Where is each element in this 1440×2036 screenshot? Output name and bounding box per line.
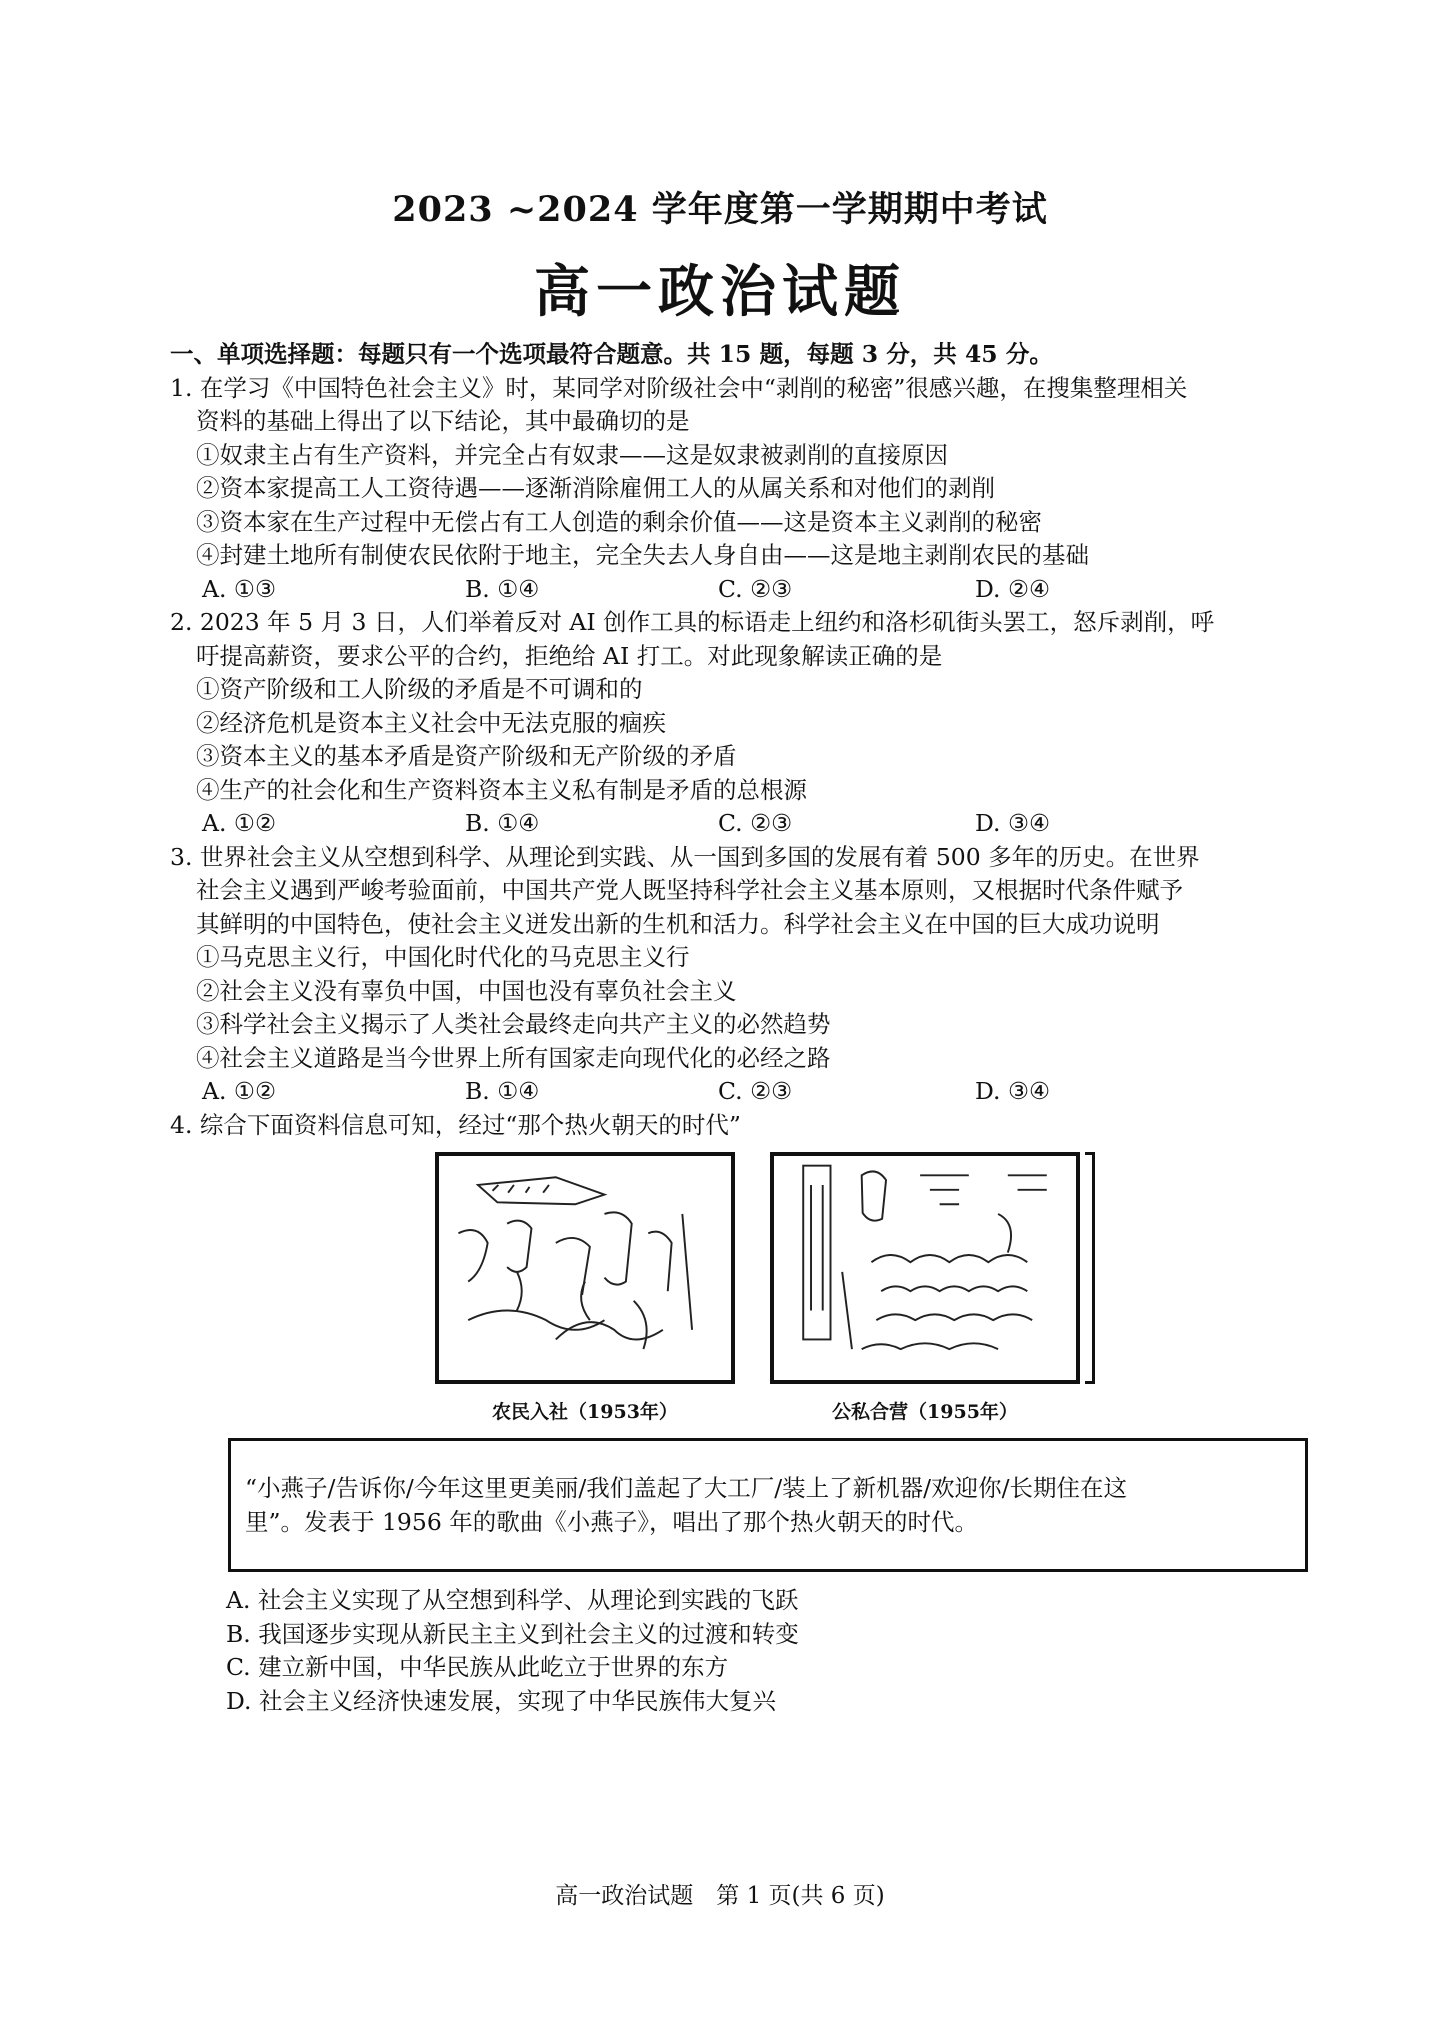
section-heading: 一、单项选择题：每题只有一个选项最符合题意。共 15 题，每题 3 分，共 45 分。 (170, 340, 1053, 368)
choice-a: A. ①② (202, 809, 277, 837)
choice-b: B. ①④ (465, 809, 540, 837)
statement: ③科学社会主义揭示了人类社会最终走向共产主义的必然趋势 (196, 1010, 831, 1038)
statement: ③资本主义的基本矛盾是资产阶级和无产阶级的矛盾 (196, 742, 737, 770)
question-stem-line: 4. 综合下面资料信息可知，经过“那个热火朝天的时代” (170, 1110, 741, 1139)
photo-figure (170, 1152, 1280, 1434)
choice-c: C. ②③ (718, 1077, 793, 1105)
question-stem-line: 3. 世界社会主义从空想到科学、从理论到实践、从一国到多国的发展有着 500 多年的历史。在世界 (170, 842, 1200, 871)
statement: ②经济危机是资本主义社会中无法克服的痼疾 (196, 708, 666, 737)
choice-list (170, 1584, 1280, 1718)
choice-d: D. ②④ (975, 574, 1051, 603)
page-footer: 高一政治试题 第 1 页(共 6 页) (555, 1883, 885, 1909)
question-4 (170, 1109, 1280, 1719)
statement: ③资本家在生产过程中无偿占有工人创造的剩余价值——这是资本主义剥削的秘密 (196, 507, 1042, 536)
song-quote-box (228, 1438, 1308, 1572)
exam-content (170, 338, 1280, 1718)
statement: ④社会主义道路是当今世界上所有国家走向现代化的必经之路 (196, 1043, 831, 1072)
choice-row (170, 573, 1280, 607)
question-stem-line: 吁提高薪资，要求公平的合约，拒绝给 AI 打工。对此现象解读正确的是 (196, 641, 943, 670)
choice-d: D. 社会主义经济快速发展，实现了中华民族伟大复兴 (226, 1686, 776, 1715)
question-stem-line: 1. 在学习《中国特色社会主义》时，某同学对阶级社会中“剥削的秘密”很感兴趣，在搜集整理相关 (170, 373, 1188, 402)
statement: ②社会主义没有辜负中国，中国也没有辜负社会主义 (196, 976, 737, 1005)
photo-edge-partial (1085, 1152, 1095, 1384)
choice-row (170, 807, 1280, 841)
photo-public-private-partnership (770, 1152, 1080, 1384)
photo-farmers-join-cooperative (435, 1152, 735, 1384)
choice-d: D. ③④ (975, 809, 1051, 837)
choice-c: C. ②③ (718, 809, 793, 837)
choice-d: D. ③④ (975, 1077, 1051, 1105)
question-2 (170, 606, 1280, 841)
subject-title: 高一政治试题 (534, 259, 906, 325)
question-1 (170, 372, 1280, 607)
statement: ①资产阶级和工人阶级的矛盾是不可调和的 (196, 675, 643, 703)
question-stem-line: 2. 2023 年 5 月 3 日，人们举着反对 AI 创作工具的标语走上纽约和洛杉矶街头罢工，怒斥剥削，呼 (170, 608, 1215, 636)
photo-caption: 公私合营（1955年） (832, 1401, 1018, 1423)
question-stem-line: 社会主义遇到严峻考验面前，中国共产党人既坚持科学社会主义基本原则，又根据时代条件赋予 (196, 876, 1183, 904)
choice-a: A. ①② (202, 1077, 277, 1105)
choice-b: B. ①④ (465, 1077, 540, 1105)
choice-a: A. ①③ (202, 574, 277, 603)
statement: ④封建土地所有制使农民依附于地主，完全失去人身自由——这是地主剥削农民的基础 (196, 541, 1089, 569)
choice-c: C. 建立新中国，中华民族从此屹立于世界的东方 (226, 1653, 729, 1681)
statement: ②资本家提高工人工资待遇——逐渐消除雇佣工人的从属关系和对他们的剥削 (196, 474, 995, 502)
choice-b: B. ①④ (465, 574, 540, 603)
choice-a: A. 社会主义实现了从空想到科学、从理论到实践的飞跃 (226, 1586, 799, 1614)
choice-b: B. 我国逐步实现从新民主主义到社会主义的过渡和转变 (226, 1619, 799, 1648)
statement: ④生产的社会化和生产资料资本主义私有制是矛盾的总根源 (196, 775, 807, 804)
exam-title: 2023 ~2024 学年度第一学期期中考试 (392, 189, 1048, 230)
statement: ①奴隶主占有生产资料，并完全占有奴隶——这是奴隶被剥削的直接原因 (196, 440, 948, 469)
choice-row (170, 1075, 1280, 1109)
question-stem-line: 资料的基础上得出了以下结论，其中最确切的是 (196, 407, 690, 435)
question-3 (170, 841, 1280, 1109)
quote-line: 里”。发表于 1956 年的歌曲《小燕子》，唱出了那个热火朝天的时代。 (245, 1508, 979, 1536)
quote-line: “小燕子/告诉你/今年这里更美丽/我们盖起了大工厂/装上了新机器/欢迎你/长期住在这 (245, 1474, 1128, 1502)
photo-caption: 农民入社（1953年） (492, 1401, 678, 1423)
choice-c: C. ②③ (718, 574, 793, 603)
question-stem-line: 其鲜明的中国特色，使社会主义迸发出新的生机和活力。科学社会主义在中国的巨大成功说明 (196, 909, 1160, 938)
statement: ①马克思主义行，中国化时代化的马克思主义行 (196, 943, 690, 971)
